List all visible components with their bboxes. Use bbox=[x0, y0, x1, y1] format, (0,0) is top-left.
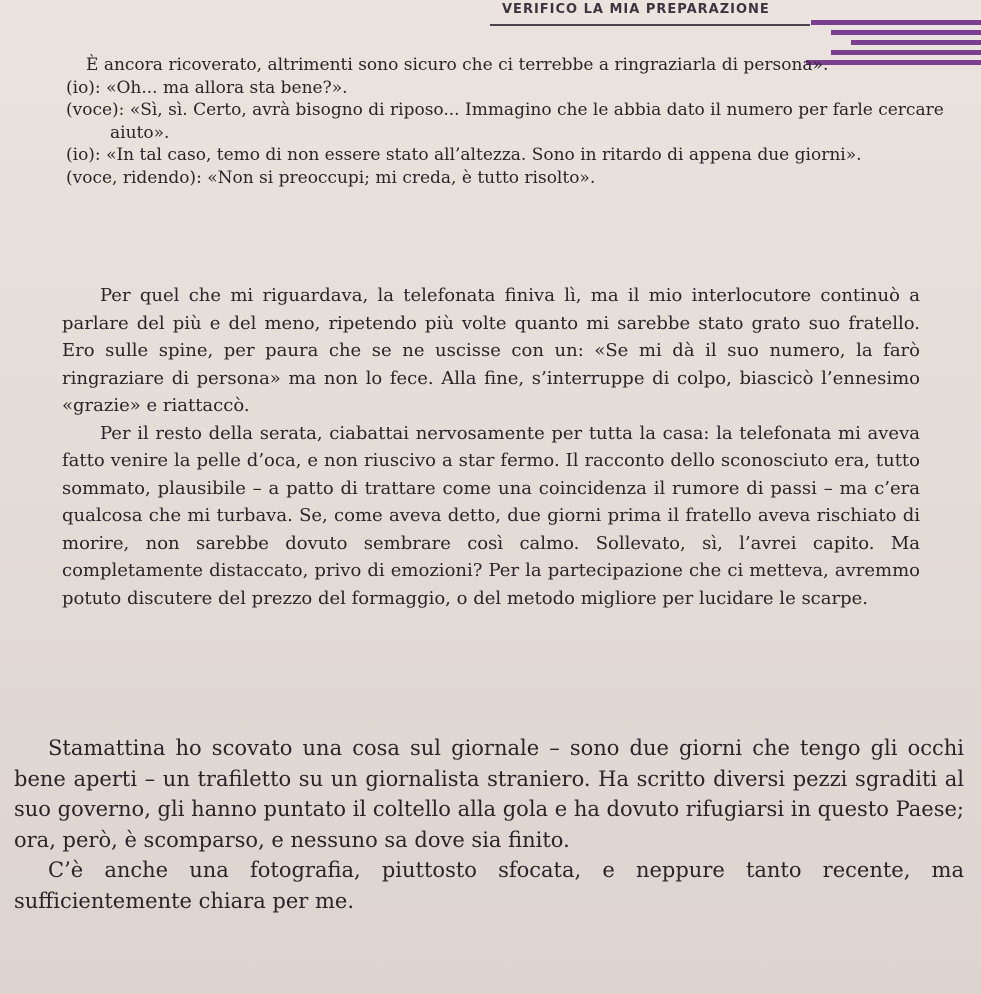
paragraph: C’è anche una fotografia, piuttosto sfocata, e neppure tanto recente, ma sufficientemente chiara per me. bbox=[14, 858, 964, 913]
paragraph: Per il resto della serata, ciabattai nervosamente per tutta la casa: la telefonata mi aveva fatto venire la pelle d’oca, e non riuscivo a star fermo. Il racconto dello sconosciuto era, tutto sommato, plausibile – a patto di trattare come una coincidenza il rumore di passi – ma c’era qualcosa che mi turbava. Se, come aveva detto, due giorni prima il fratello aveva rischiato di morire, non sarebbe dovuto sembrare così calmo. Sollevato, sì, l’avrei capito. Ma completamente distaccato, privo di emozioni? Per la partecipazione che ci metteva, avremmo potuto discutere del prezzo del formaggio, o del metodo migliore per lucidare le scarpe. bbox=[62, 422, 920, 609]
stripe bbox=[831, 30, 981, 35]
paragraph: Per quel che mi riguardava, la telefonata finiva lì, ma il mio interlocutore continuò a parlare del più e del meno, ripetendo più volte quanto mi sarebbe stato grato suo fratello. Ero sulle spine, per paura che se ne uscisse con un: «Se mi dà il suo numero, la farò ringraziare di persona» ma non lo fece. Alla fine, s’interruppe di colpo, biascicò l’ennesimo «grazie» e riattaccò. bbox=[62, 285, 920, 416]
body-text-bottom bbox=[14, 733, 964, 916]
dialogue-line: (voce): «Sì, sì. Certo, avrà bisogno di riposo... Immagino che le abbia dato il numero per farle cercare aiuto». bbox=[66, 100, 944, 143]
dialogue-block bbox=[66, 54, 946, 189]
dialogue-line: (io): «Oh... ma allora sta bene?». bbox=[66, 77, 348, 98]
dialogue-line: (voce, ridendo): «Non si preoccupi; mi creda, è tutto risolto». bbox=[66, 167, 596, 188]
dialogue-line: È ancora ricoverato, altrimenti sono sicuro che ci terrebbe a ringraziarla di persona». bbox=[86, 55, 829, 75]
stripe bbox=[851, 40, 981, 45]
section-title: VERIFICO LA MIA PREPARAZIONE bbox=[502, 2, 770, 17]
body-text-top bbox=[62, 282, 920, 612]
stripe bbox=[811, 20, 981, 25]
paragraph: Stamattina ho scovato una cosa sul giornale – sono due giorni che tengo gli occhi bene aperti – un trafiletto su un giornalista straniero. Ha scritto diversi pezzi sgraditi al suo governo, gli hanno puntato il coltello alla gola e ha dovuto rifugiarsi in questo Paese; ora, però, è scomparso, e nessuno sa dove sia finito. bbox=[14, 736, 964, 852]
dialogue-line: (io): «In tal caso, temo di non essere stato all’altezza. Sono in ritardo di appena due giorni». bbox=[66, 145, 862, 165]
header-rule bbox=[490, 24, 810, 26]
